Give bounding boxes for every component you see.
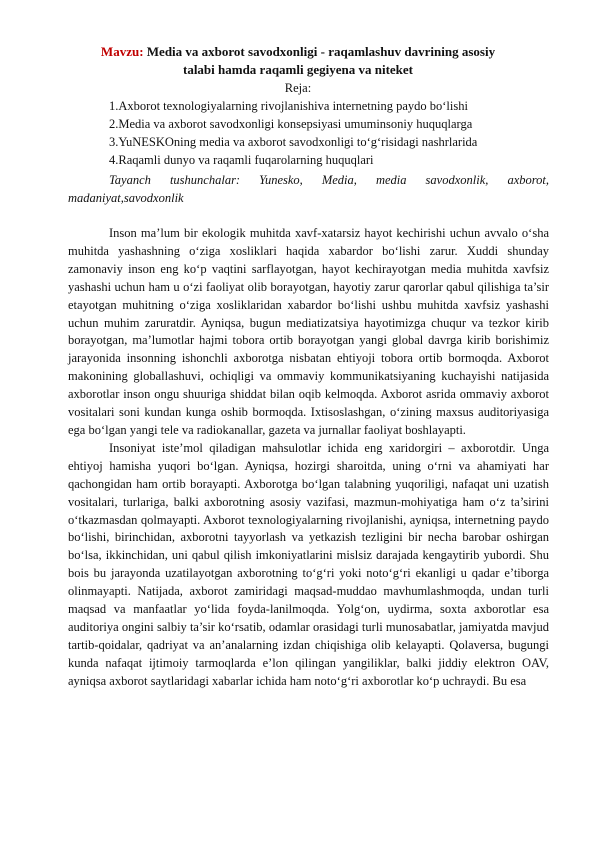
title-text-1: Media va axborot savodxonligi - raqamlashuv davrining asosiy — [143, 44, 496, 59]
plan-item: 3.YuNESKOning media va axborot savodxonligi to‘g‘risidagi nashrlarida — [109, 135, 478, 149]
plan-item: 1.Axborot texnologiyalarning rivojlanishiva internetning paydo bo‘lishi — [109, 99, 468, 113]
paragraph: Inson ma’lum bir ekologik muhitda xavf-xatarsiz hayot kechirishi uchun avvalo o‘sha muhitda yashashning o‘ziga xosliklari haqida xabardor bo‘lishi zarur. Xuddi shunday zamonaviy inson eng ko‘p vaqtini sarflayotgan, hayot kechirayotgan media muhitda xavfsiz yashashi uchun ham u o‘zi faoliyat olib borayotgan, hayotiy zarur qarorlar qabul qilishiga ta’sir etayotgan muhitning o‘ziga xosliklaridan xabardor bo‘lishi ushbu muhitda xavfsiz yashashi uchun muhim zaruratdir. Ayniqsa, bugun mediatizatsiya hayotimizga chuqur va tezkor kirib borayotgan, ma’lumotlar hajmi tobora ortib borayotgan yangi global davrga kirib borishimiz jarayonida insonning ishonchli axborotga nisbatan ehtiyoji tobora ortib bormoqda. Axborot makonining globallashuvi, ochiqligi va ommaviy kommunikatsiyaning kuchayishi natijasida axborotlar inson ongu shuuriga shiddat bilan oqib kelmoqda. Axborot asrida ommaviy axborot vositalari soni kundan kunga oshib bormoqda. Ixtisoslashgan, o‘zining maxsus auditoriyasiga ega bo‘lgan yangi tele va radiokanallar, gazeta va jurnallar faoliyat boshlayapti. — [68, 226, 549, 437]
plan-heading: Reja: — [284, 81, 312, 95]
body-text — [68, 225, 549, 691]
plan-item: 2.Media va axborot savodxonligi konsepsiyasi umuminsoniy huquqlarga — [109, 117, 473, 131]
plan-item: 4.Raqamli dunyo va raqamli fuqarolarning huquqlari — [109, 153, 374, 167]
paragraph: Insoniyat iste’mol qiladigan mahsulotlar ichida eng xaridorgiri – axborotdir. Unga ehtiyoj hamisha yuqori bo‘lgan. Ayniqsa, hozirgi sharoitda, uning o‘rni va ahamiyati har qachongidan ham ortib borayapti. Axborotga bo‘lgan talabning yuqoriligi, nafaqat uni uzatish vositalari, turlariga, balki axborotning asosiy vazifasi, mazmun-mohiyatiga ham o‘z ta’sirini o‘tkazmasdan qolmayapti. Axborot texnologiyalarning rivojlanishi, ayniqsa, internetning paydo bo‘lishi, birinchidan, axborotni tayyorlash va yetkazish tezligini bir necha barobar oshirgan bo‘lsa, ikkinchidan, uni qabul qilish imkoniyatlarini mislsiz darajada kengaytirib yubordi. Shu bois bu jarayonda uzatilayotgan axborotning to‘g‘ri yoki noto‘g‘ri ekanligi u qadar e’tiborga olinmayapti. Natijada, axborot zamiridagi maqsad-muddao mavhumlashmoqda, undan turli maqsad va manfaatlar yo‘lida foyda-lanilmoqda. Yolg‘on, uydirma, soxta axborotlar esa auditoriya ongini salbiy ta’sir ko‘rsatib, odamlar orasidagi turli munosabatlar, jamiyatda mavjud tartib-qoidalar, qadriyat va an’analarning izdan chiqishiga olib kelayapti. Qolaversa, bugungi kunda nafaqat ijtimoiy tarmoqlarda e’lon qilingan yangiliklar, balki jiddiy elektron OAV, ayniqsa axborot saytlaridagi xabarlar ichida ham noto‘g‘ri axborotlar ko‘p uchraydi. Bu esa — [68, 440, 549, 688]
title-line-1 — [0, 43, 596, 61]
title-label: Mavzu: — [100, 44, 144, 59]
document-title — [0, 43, 596, 79]
keywords-block — [68, 171, 549, 207]
title-line-2: talabi hamda raqamli gegiyena va niteket — [182, 62, 414, 77]
keywords-text: Tayanch tushunchalar: Yunesko, Media, media savodxonlik, axborot, madaniyat,savodxonlik — [68, 173, 549, 205]
plan-list — [109, 97, 549, 169]
